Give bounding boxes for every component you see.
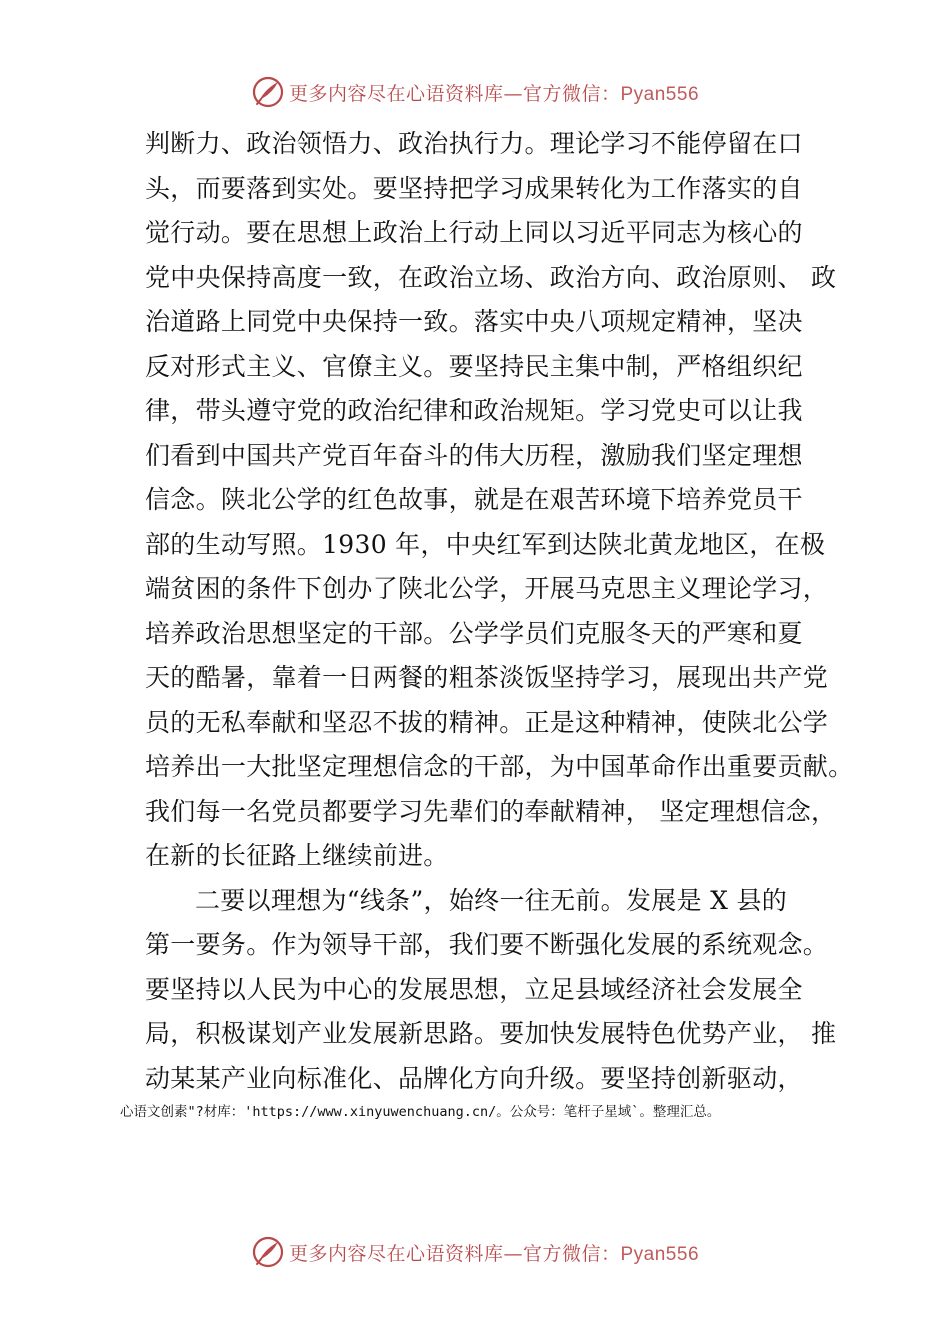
banner-text xyxy=(289,1239,699,1266)
quill-pen-logo-icon xyxy=(251,1235,285,1269)
body-line: 我们每一名党员都要学习先辈们的奉献精神， 坚定理想信念， xyxy=(145,796,837,826)
body-line: 律，带头遵守党的政治纪律和政治规矩。学习党史可以让我 xyxy=(145,396,803,425)
body-line: 判断力、政治领悟力、政治执行力。理论学习不能停留在口 xyxy=(145,129,803,158)
document-body xyxy=(145,122,854,1101)
banner-wechat-id: Pyan556 xyxy=(620,83,700,105)
body-line: 们看到中国共产党百年奋斗的伟大历程，激励我们坚定理想 xyxy=(145,440,803,470)
paragraph-two-line: 二要以理想为“线条”，始终一往无前。发展是 X 县的 xyxy=(195,885,788,915)
header-banner xyxy=(0,72,950,112)
body-line: 反对形式主义、官僚主义。要坚持民主集中制，严格组织纪 xyxy=(145,351,803,381)
footer-banner xyxy=(0,1232,950,1272)
body-line: 部的生动写照。1930 年，中央红军到达陕北黄龙地区，在极 xyxy=(145,529,826,559)
body-line: 培养出一大批坚定理想信念的干部，为中国革命作出重要贡献。 xyxy=(145,752,854,781)
banner-wechat-id: Pyan556 xyxy=(620,1243,700,1265)
body-line: 在新的长征路上继续前进。 xyxy=(145,841,449,870)
body-line: 天的酷暑，靠着一日两餐的粗茶淡饭坚持学习，展现出共产党 xyxy=(145,663,829,692)
body-line: 党中央保持高度一致，在政治立场、政治方向、政治原则、 政 xyxy=(145,262,837,292)
footer-note: 心语文创素"?材库：'https://www.xinyuwenchuang.cn/。公众号：笔杆子星域`。整理汇总。 xyxy=(120,1104,721,1120)
body-line: 员的无私奉献和坚忍不拔的精神。正是这种精神，使陕北公学 xyxy=(145,707,829,737)
paragraph-two-line: 局，积极谋划产业发展新思路。要加快发展特色优势产业， 推 xyxy=(145,1019,837,1048)
body-line: 治道路上同党中央保持一致。落实中央八项规定精神，坚决 xyxy=(145,307,803,336)
banner-label: 官方微信： xyxy=(522,1242,621,1265)
paragraph-two-line: 要坚持以人民为中心的发展思想，立足县域经济社会发展全 xyxy=(145,974,803,1004)
banner-text xyxy=(289,79,699,106)
body-line: 觉行动。要在思想上政治上行动上同以习近平同志为核心的 xyxy=(145,218,803,247)
quill-pen-logo-icon xyxy=(251,75,285,109)
banner-title: 更多内容尽在心语资料库 xyxy=(288,82,504,105)
banner-label: 官方微信： xyxy=(522,82,621,105)
paragraph-two-line: 动某某产业向标准化、品牌化方向升级。要坚持创新驱动， xyxy=(145,1063,803,1093)
banner-separator: — xyxy=(503,1242,523,1265)
body-line: 端贫困的条件下创办了陕北公学，开展马克思主义理论学习， xyxy=(145,574,829,603)
paragraph-two-line: 第一要务。作为领导干部，我们要不断强化发展的系统观念。 xyxy=(145,930,829,959)
body-line: 培养政治思想坚定的干部。公学学员们克服冬天的严寒和夏 xyxy=(145,618,803,648)
banner-separator: — xyxy=(503,82,523,105)
body-line: 头，而要落到实处。要坚持把学习成果转化为工作落实的自 xyxy=(145,173,803,203)
banner-title: 更多内容尽在心语资料库 xyxy=(288,1242,504,1265)
body-line: 信念。陕北公学的红色故事，就是在艰苦环境下培养党员干 xyxy=(145,485,803,514)
